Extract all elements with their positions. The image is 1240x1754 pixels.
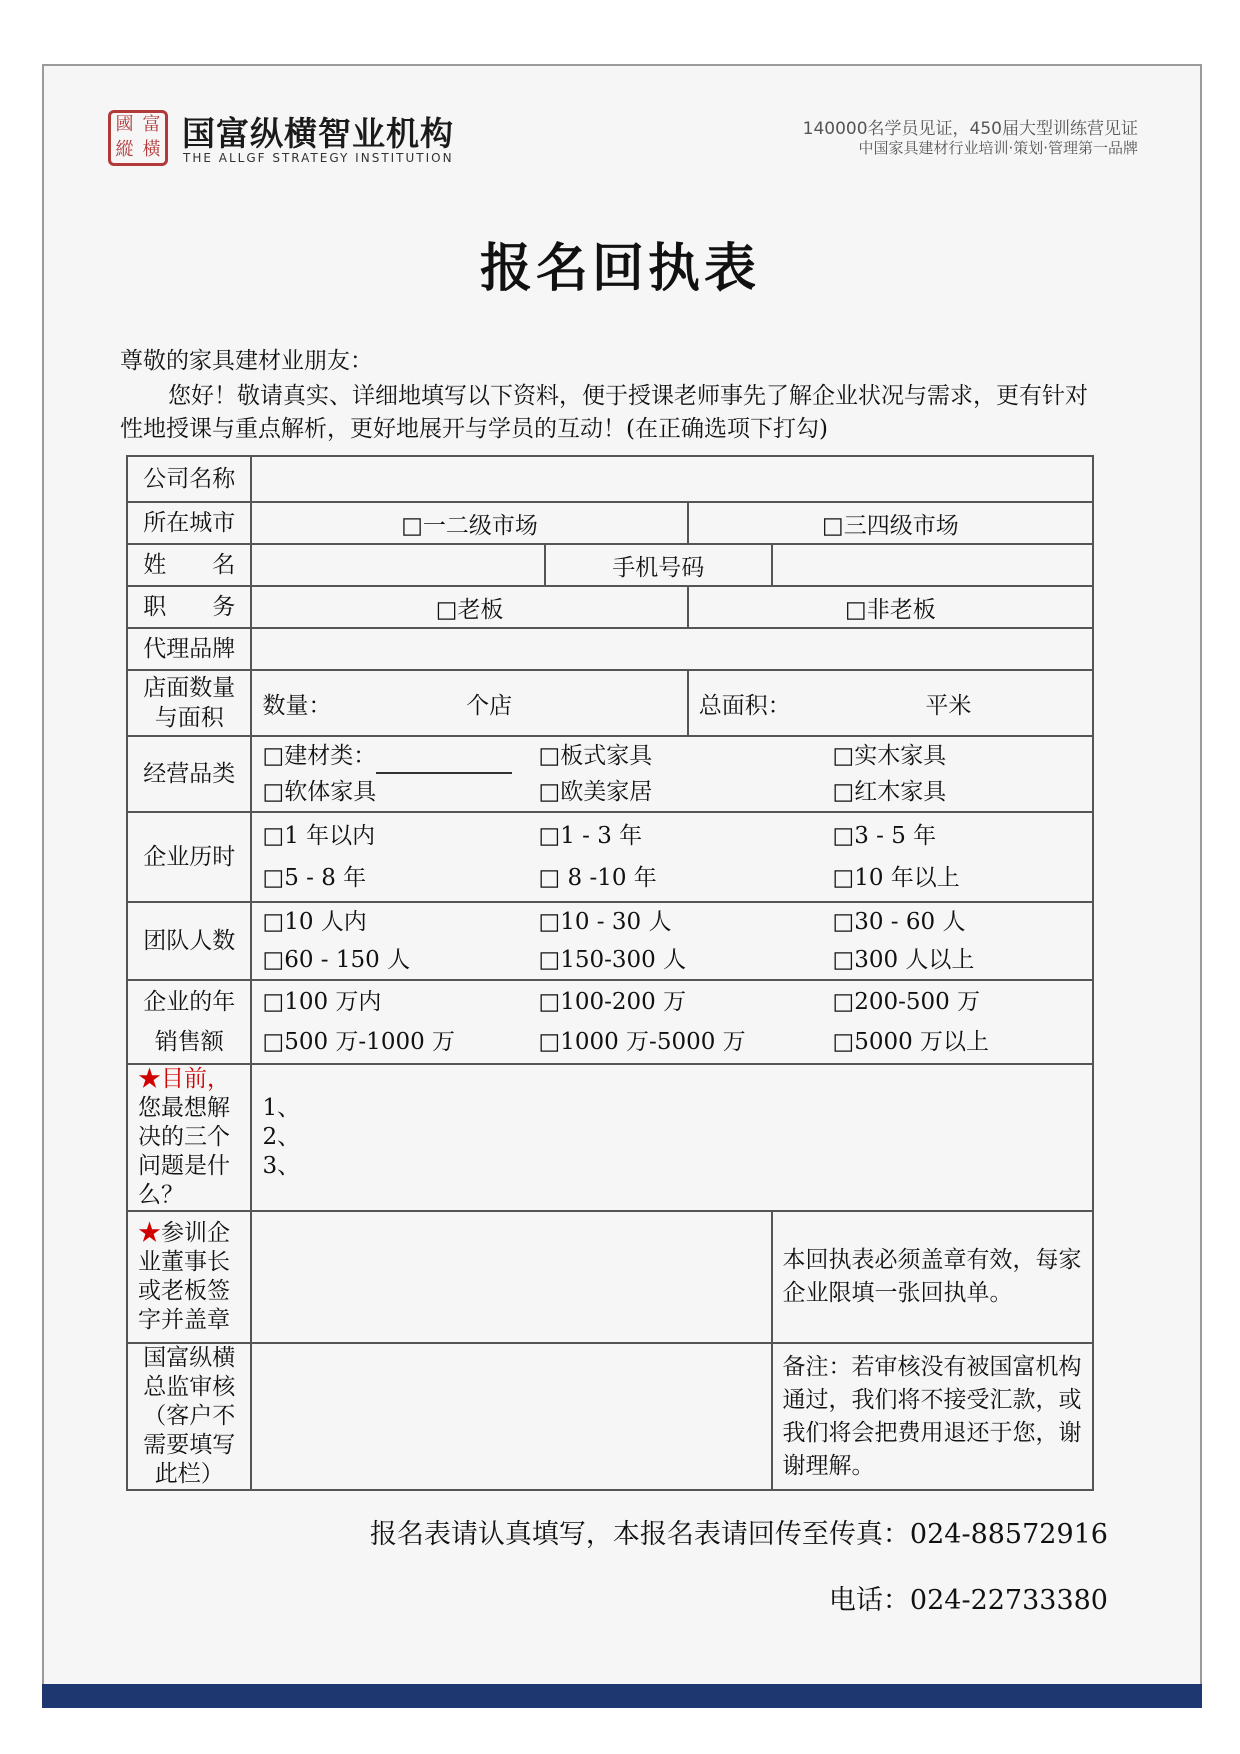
team-option[interactable]: □300 人以上 bbox=[832, 947, 975, 973]
sales-label: 企业的年 销售额 bbox=[127, 980, 251, 1064]
city-label: 所在城市 bbox=[127, 502, 251, 544]
table-row bbox=[127, 980, 1093, 1064]
registration-form-table bbox=[126, 455, 1094, 1491]
store-count-label: 数量： bbox=[262, 692, 332, 719]
sales-option[interactable]: □5000 万以上 bbox=[832, 1029, 990, 1055]
history-option[interactable]: □5 - 8 年 bbox=[262, 865, 367, 891]
history-option[interactable]: □1 - 3 年 bbox=[538, 823, 643, 849]
logo-char: 橫 bbox=[142, 139, 161, 160]
store-count-unit: 个店 bbox=[466, 692, 513, 719]
problems-field[interactable] bbox=[251, 1064, 1093, 1211]
phone-field[interactable] bbox=[772, 544, 1093, 586]
city-option-tier12[interactable]: □一二级市场 bbox=[251, 502, 687, 544]
intro-paragraph: 您好！敬请真实、详细地填写以下资料，便于授课老师事先了解企业状况与需求，更有针对性地授课与重点解析，更好地展开与学员的互动！(在正确选项下打勾) bbox=[120, 383, 1088, 442]
history-options bbox=[251, 812, 1093, 902]
problems-label: ★目前，您最想解决的三个问题是什么？ bbox=[127, 1064, 251, 1211]
problem-item: 3、 bbox=[262, 1153, 301, 1179]
brand-agency-field[interactable] bbox=[251, 628, 1093, 670]
greeting: 尊敬的家具建材业朋友： bbox=[120, 348, 373, 374]
fax-line: 报名表请认真填写，本报名表请回传至传真：024-88572916 bbox=[369, 1519, 1108, 1550]
logo-char: 縱 bbox=[115, 139, 134, 160]
category-option-building[interactable]: □建材类： bbox=[262, 738, 538, 774]
team-option[interactable]: □10 - 30 人 bbox=[538, 909, 672, 935]
category-option-upholstered[interactable]: □软体家具 bbox=[262, 779, 377, 805]
sales-option[interactable]: □100-200 万 bbox=[538, 989, 687, 1015]
table-row bbox=[127, 628, 1093, 670]
footer-bar bbox=[42, 1684, 1202, 1708]
team-options bbox=[251, 902, 1093, 980]
history-option[interactable]: □10 年以上 bbox=[832, 865, 960, 891]
table-row bbox=[127, 1343, 1093, 1490]
signature-label: ★参训企业董事长或老板签字并盖章 bbox=[127, 1211, 251, 1343]
store-label: 店面数量与面积 bbox=[127, 670, 251, 736]
category-options bbox=[251, 736, 1093, 812]
table-row bbox=[127, 1211, 1093, 1343]
store-area-unit: 平米 bbox=[925, 692, 972, 719]
sales-options bbox=[251, 980, 1093, 1064]
city-option-tier34[interactable]: □三四级市场 bbox=[688, 502, 1093, 544]
category-label: 经营品类 bbox=[127, 736, 251, 812]
tel-line: 电话：024-22733380 bbox=[828, 1585, 1108, 1616]
position-option-non-boss[interactable]: □非老板 bbox=[688, 586, 1093, 628]
signature-field[interactable] bbox=[251, 1211, 771, 1343]
table-row bbox=[127, 586, 1093, 628]
history-option[interactable]: □1 年以内 bbox=[262, 823, 376, 849]
table-row bbox=[127, 670, 1093, 736]
name-label: 姓 名 bbox=[127, 544, 251, 586]
team-label: 团队人数 bbox=[127, 902, 251, 980]
store-area-label: 总面积： bbox=[698, 692, 791, 719]
slogan-line-1: 140000名学员见证，450届大型训练营见证 bbox=[802, 119, 1138, 139]
history-label: 企业历时 bbox=[127, 812, 251, 902]
history-option[interactable]: □ 8 -10 年 bbox=[538, 865, 657, 891]
review-field bbox=[251, 1343, 771, 1490]
company-name-field[interactable] bbox=[251, 456, 1093, 502]
logo-char: 國 bbox=[115, 114, 134, 135]
sales-option[interactable]: □500 万-1000 万 bbox=[262, 1029, 456, 1055]
star-icon: ★ bbox=[138, 1220, 161, 1246]
slogan-line-2: 中国家具建材行业培训·策划·管理第一品牌 bbox=[858, 139, 1138, 157]
star-icon: ★ bbox=[138, 1066, 161, 1092]
table-row bbox=[127, 502, 1093, 544]
team-option[interactable]: □30 - 60 人 bbox=[832, 909, 966, 935]
table-row bbox=[127, 902, 1093, 980]
category-option-panel[interactable]: □板式家具 bbox=[538, 743, 653, 769]
review-note: 备注：若审核没有被国富机构通过，我们将不接受汇款，或我们将会把费用退还于您，谢谢理解。 bbox=[772, 1343, 1093, 1490]
category-option-solid-wood[interactable]: □实木家具 bbox=[832, 743, 947, 769]
team-option[interactable]: □60 - 150 人 bbox=[262, 947, 411, 973]
position-option-boss[interactable]: □老板 bbox=[251, 586, 687, 628]
name-field[interactable] bbox=[251, 544, 544, 586]
table-row bbox=[127, 456, 1093, 502]
logo-char: 富 bbox=[142, 114, 161, 135]
table-row bbox=[127, 736, 1093, 812]
company-name-label: 公司名称 bbox=[127, 456, 251, 502]
signature-note: 本回执表必须盖章有效，每家企业限填一张回执单。 bbox=[772, 1211, 1093, 1343]
review-label: 国富纵横总监审核（客户不需要填写此栏） bbox=[127, 1343, 251, 1490]
team-option[interactable]: □150-300 人 bbox=[538, 947, 687, 973]
category-option-european[interactable]: □欧美家居 bbox=[538, 779, 653, 805]
table-row bbox=[127, 544, 1093, 586]
category-other-blank[interactable] bbox=[376, 748, 512, 774]
table-row bbox=[127, 812, 1093, 902]
page-title: 报名回执表 bbox=[479, 238, 760, 299]
sales-option[interactable]: □200-500 万 bbox=[832, 989, 981, 1015]
sales-option[interactable]: □100 万内 bbox=[262, 989, 382, 1015]
brand-english-name: THE ALLGF STRATEGY INSTITUTION bbox=[183, 151, 454, 165]
sales-option[interactable]: □1000 万-5000 万 bbox=[538, 1029, 746, 1055]
table-row bbox=[127, 1064, 1093, 1211]
phone-label: 手机号码 bbox=[545, 544, 772, 586]
problem-item: 1、 bbox=[262, 1095, 301, 1121]
team-option[interactable]: □10 人内 bbox=[262, 909, 367, 935]
category-option-redwood[interactable]: □红木家具 bbox=[832, 779, 947, 805]
history-option[interactable]: □3 - 5 年 bbox=[832, 823, 937, 849]
brand-name: 国富纵横智业机构 bbox=[182, 114, 454, 153]
store-area-field[interactable] bbox=[688, 670, 1093, 736]
store-count-field[interactable] bbox=[251, 670, 687, 736]
brand-agency-label: 代理品牌 bbox=[127, 628, 251, 670]
problem-item: 2、 bbox=[262, 1124, 301, 1150]
brand-seal-logo bbox=[108, 110, 168, 166]
position-label: 职 务 bbox=[127, 586, 251, 628]
